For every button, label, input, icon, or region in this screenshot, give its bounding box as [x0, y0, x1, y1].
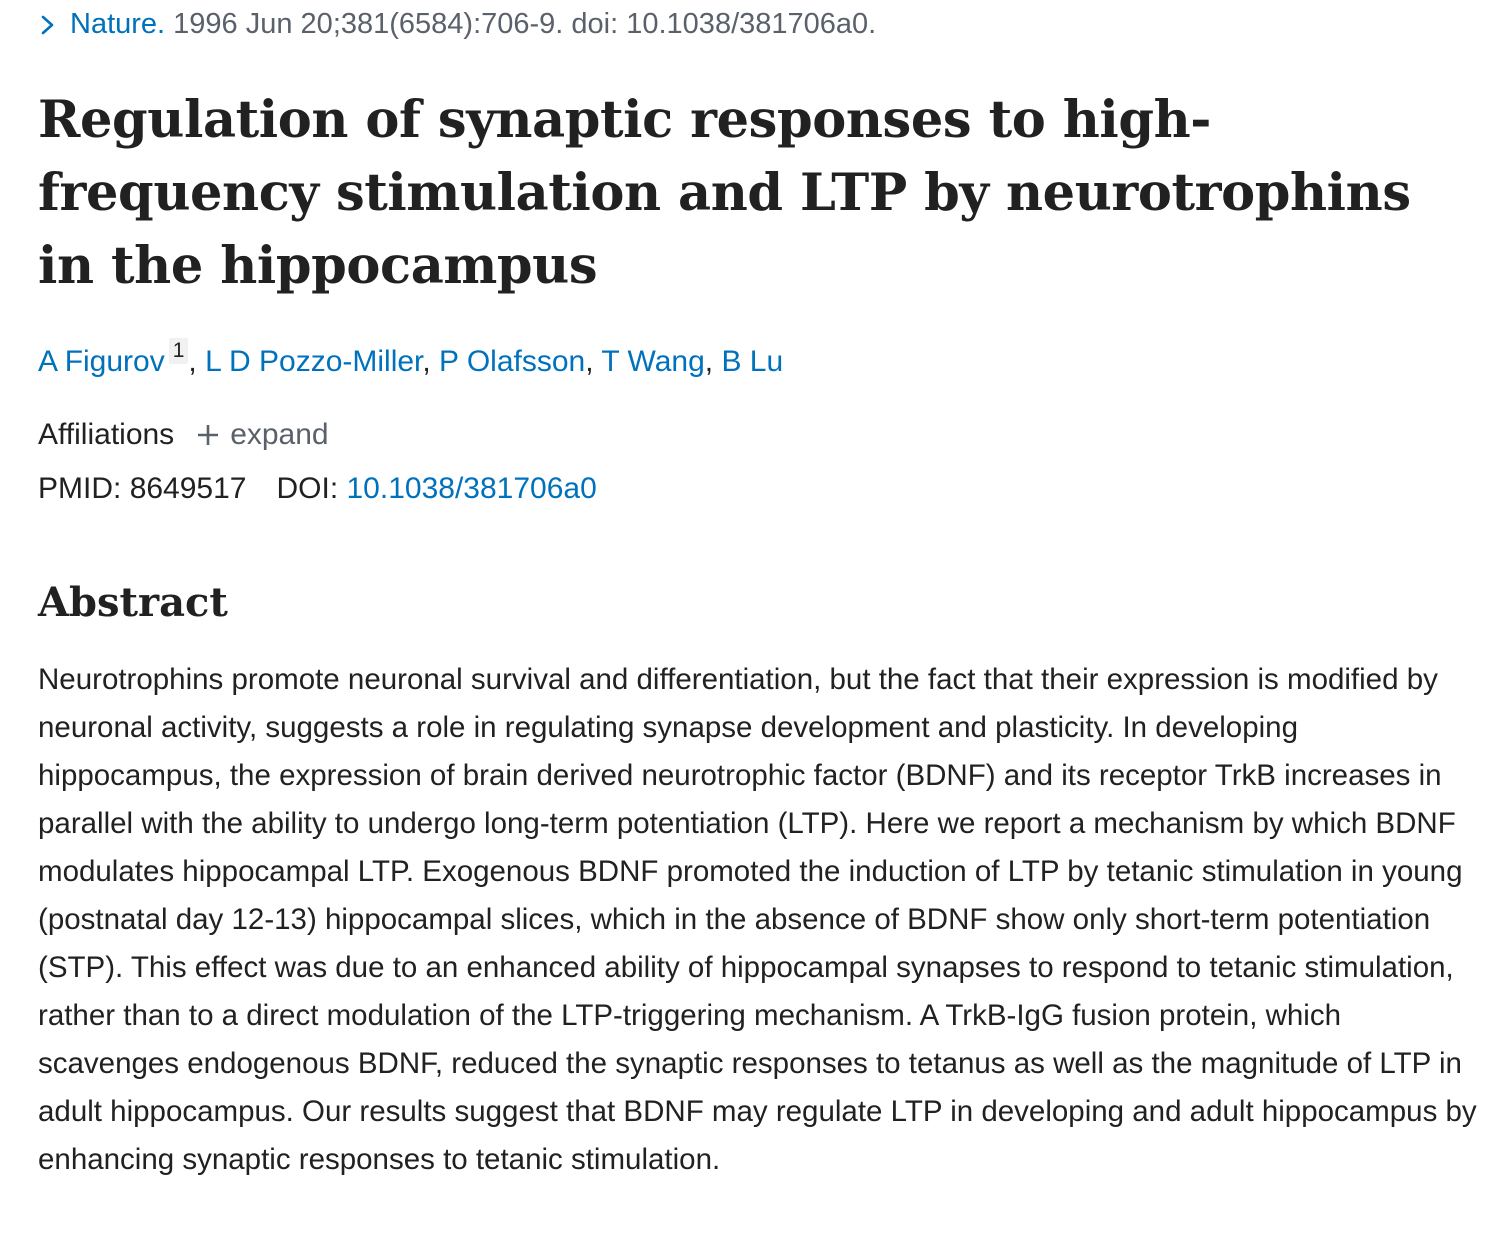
expand-label: expand — [230, 418, 329, 451]
author-separator: , — [585, 345, 602, 378]
abstract-text: Neurotrophins promote neuronal survival and differentiation, but the fact that their expression is modified by neuronal activity, suggests a role in regulating synapse development and plasticity. In developing hippocampus, the expression of brain derived neurotrophic factor (BDNF) and its receptor TrkB increases in parallel with the ability to undergo long-term potentiation (LTP). Here we report a mechanism by which BDNF modulates hippocampal LTP. Exogenous BDNF promoted the induction of LTP by tetanic stimulation in young (postnatal day 12-13) hippocampal slices, which in the absence of BDNF show only short-term potentiation (STP). This effect was due to an enhanced ability of hippocampal synapses to respond to tetanic stimulation, rather than to a direct modulation of the LTP-triggering mechanism. A TrkB-IgG fusion protein, which scavenges endogenous BDNF, reduced the synaptic responses to tetanus as well as the magnitude of LTP in adult hippocampus. Our results suggest that BDNF may regulate LTP in developing and adult hippocampus by enhancing synaptic responses to tetanic stimulation. — [38, 663, 1477, 1176]
author-link[interactable]: T Wang — [601, 345, 705, 378]
article-title: Regulation of synaptic responses to high-frequency stimulation and LTP by neurotrophins in the hippocampus — [38, 90, 1411, 296]
doi-label: DOI: — [276, 472, 339, 505]
citation-details: 1996 Jun 20;381(6584):706-9. doi: 10.1038/381706a0. — [173, 7, 877, 40]
author-separator: , — [188, 345, 206, 378]
affiliations-label: Affiliations — [38, 418, 175, 451]
author-separator: , — [704, 345, 722, 378]
pmid-value: 8649517 — [129, 472, 247, 505]
plus-icon — [196, 423, 220, 447]
doi-link[interactable]: 10.1038/381706a0 — [346, 472, 597, 505]
authors-list — [38, 336, 783, 388]
author-link[interactable]: A Figurov — [38, 345, 165, 378]
article-identifiers — [38, 468, 597, 510]
affiliations-row — [38, 414, 329, 456]
journal-citation — [38, 4, 876, 44]
affiliation-marker[interactable]: 1 — [169, 338, 189, 364]
abstract-heading: Abstract — [38, 579, 228, 626]
author-link[interactable]: L D Pozzo-Miller — [205, 345, 423, 378]
pmid-label: PMID: — [38, 472, 122, 505]
expand-affiliations-button[interactable] — [196, 418, 328, 452]
author-link[interactable]: B Lu — [721, 345, 784, 378]
author-separator: , — [422, 345, 440, 378]
chevron-right-icon[interactable] — [38, 9, 60, 39]
journal-link[interactable]: Nature. — [70, 7, 166, 40]
author-link[interactable]: P Olafsson — [439, 345, 586, 378]
